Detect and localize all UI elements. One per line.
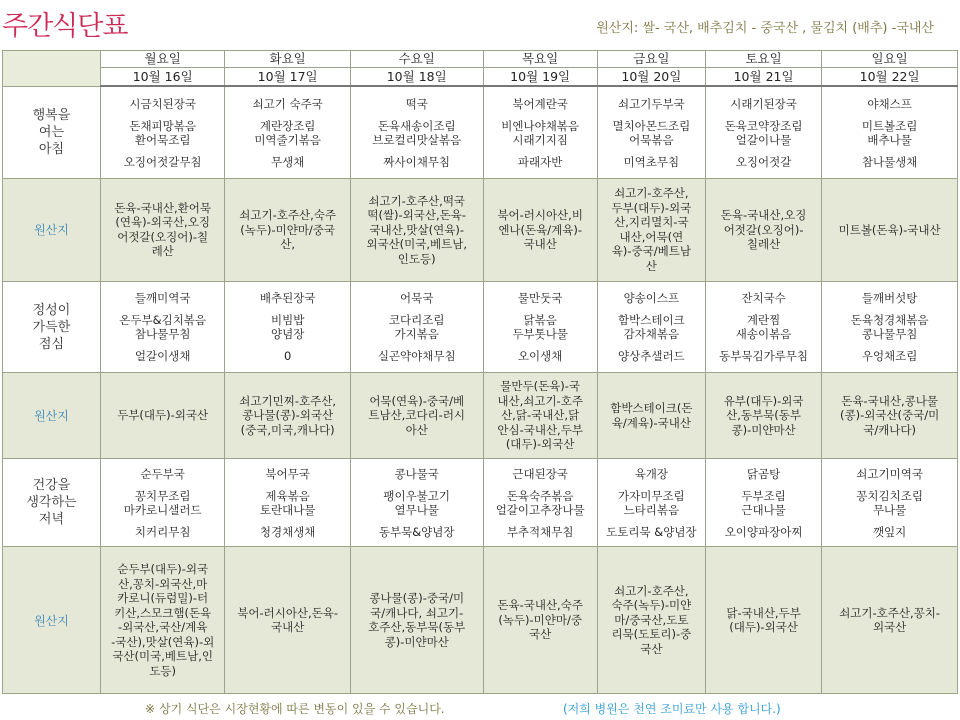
menu-cell xyxy=(822,458,958,547)
dish-item: 깻잎지 xyxy=(872,524,907,539)
origin-row xyxy=(3,547,958,694)
origin-label: 원산지 xyxy=(3,179,101,282)
menu-cell xyxy=(350,281,483,373)
meal-row xyxy=(3,86,958,179)
footer-note xyxy=(145,700,445,717)
dish-item: 배추나물 xyxy=(867,132,912,147)
date-header: 10월 20일 xyxy=(597,68,705,87)
day-header: 금요일 xyxy=(597,51,705,68)
dish-item: 쇠고기 숙주국 xyxy=(252,96,323,111)
dish-item: 미역줄기볶음 xyxy=(254,132,321,147)
menu-cell xyxy=(597,458,705,547)
day-header: 목요일 xyxy=(483,51,597,68)
dish-item: 파래자반 xyxy=(517,154,563,169)
origin-cell: 함박스테이크(돈 육/계육)-국내산 xyxy=(597,373,705,458)
dish-item: 느타리볶음 xyxy=(623,502,680,517)
dish-item: 돈육숙주볶음 xyxy=(506,488,574,503)
menu-cell xyxy=(100,281,224,373)
page-title: 주간식단표 xyxy=(2,11,128,42)
origin-cell: 쇠고기민찌-호주산, 콩나물(콩)-외국산 (중국,미국,캐나다) xyxy=(225,373,350,458)
menu-cell xyxy=(705,281,821,373)
origin-row xyxy=(3,373,958,458)
dish-item: 부추적채무침 xyxy=(506,524,574,539)
dish-item: 물만둣국 xyxy=(517,291,563,306)
dish-item: 잔치국수 xyxy=(741,291,786,306)
dish-item: 우엉채조림 xyxy=(861,349,918,364)
origin-cell: 북어-러시아산,비 엔나(돈육/계육)- 국내산 xyxy=(483,179,597,282)
dish-item: 돈육새송이조림 xyxy=(377,118,456,133)
dish-item: 들깨미역국 xyxy=(134,291,191,306)
dish-item: 쇠고기두부국 xyxy=(618,96,685,111)
dish-item: 돈채피망볶음 xyxy=(129,118,196,133)
dish-item: 0 xyxy=(283,349,292,364)
day-header: 월요일 xyxy=(100,51,224,68)
origin-cell: 순두부(대두)-외국 산,꽁치-외국산,마 카로니(듀럼밀)-터 키산,스모크햄(돈육 -외국산,국산/계육 -국산),맛살(연육)-외 국산(미국,베트남,인 도등) xyxy=(100,547,224,694)
dish-item: 멸치아몬드조림 xyxy=(612,118,691,133)
day-header: 토요일 xyxy=(705,51,821,68)
day-header: 수요일 xyxy=(350,51,483,68)
menu-cell xyxy=(350,86,483,179)
date-header: 10월 19일 xyxy=(483,68,597,87)
menu-cell xyxy=(822,86,958,179)
dish-item: 참나물무침 xyxy=(134,327,191,342)
dish-item: 어묵국 xyxy=(400,291,434,306)
origin-cell: 돈육-국내산,환어묵 (연육)-외국산,오징 어젓갈(오징어)-칠 레산 xyxy=(100,179,224,282)
menu-cell xyxy=(597,86,705,179)
dish-item: 새송이볶음 xyxy=(735,327,792,342)
dish-item: 토란대나물 xyxy=(259,502,316,517)
dish-item: 오징어젓갈무침 xyxy=(123,154,202,169)
day-header-row xyxy=(3,51,958,68)
menu-cell xyxy=(350,458,483,547)
dish-item: 떡국 xyxy=(405,96,428,111)
footer-note-seasoning: (저희 병원은 천연 조미료만 사용 합니다.) xyxy=(563,702,781,716)
dish-item: 비빔밥 xyxy=(270,313,305,328)
meal-label: 행복을 여는 아침 xyxy=(3,86,101,179)
dish-item: 얼갈이생채 xyxy=(134,349,191,364)
dish-item: 감자채볶음 xyxy=(623,327,680,342)
menu-cell xyxy=(705,458,821,547)
dish-item: 도토리묵 &양념장 xyxy=(606,524,697,539)
date-header: 10월 22일 xyxy=(822,68,958,87)
dish-item: 계란찜 xyxy=(746,313,781,328)
dish-item: 환어묵조림 xyxy=(134,132,191,147)
day-header: 일요일 xyxy=(822,51,958,68)
dish-item: 돈육코약장조림 xyxy=(724,118,803,133)
menu-cell xyxy=(100,86,224,179)
dish-item: 함박스테이크 xyxy=(618,313,685,328)
origin-label: 원산지 xyxy=(3,373,101,458)
origin-cell: 쇠고기-호주산,떡국 떡(쌀)-외국산,돈육- 국내산,맛살(연육)- 외국산(미국,베트남, 인도등) xyxy=(350,179,483,282)
dish-item: 들깨버섯탕 xyxy=(861,291,918,306)
dish-item: 닭곰탕 xyxy=(746,466,781,481)
dish-item: 콩나물국 xyxy=(394,466,439,481)
dish-item: 꽁치무조림 xyxy=(134,488,191,503)
origin-cell: 돈육-국내산,숙주 (녹두)-미얀마/중 국산 xyxy=(483,547,597,694)
dish-item: 마카로니샐러드 xyxy=(123,502,202,517)
date-header-row xyxy=(3,68,958,87)
dish-item: 짜사이채무침 xyxy=(383,154,451,169)
dish-item: 북어무국 xyxy=(265,466,310,481)
dish-item: 야채스프 xyxy=(867,96,912,111)
dish-item: 두부조림 xyxy=(741,488,786,503)
dish-item: 오이생채 xyxy=(517,349,563,364)
dish-item: 가지볶음 xyxy=(394,327,439,342)
dish-item: 참나물생채 xyxy=(861,154,918,169)
dish-item: 코다리조림 xyxy=(388,313,445,328)
dish-item: 동부묵&양념장 xyxy=(378,524,455,539)
corner-cell xyxy=(3,51,101,87)
dish-item: 동부묵김가루무침 xyxy=(719,349,809,364)
dish-item: 쇠고기미역국 xyxy=(856,466,923,481)
dish-item: 어묵볶음 xyxy=(629,132,674,147)
dish-item: 두부톳나물 xyxy=(512,327,568,342)
dish-item: 비엔나야채볶음 xyxy=(501,118,580,133)
meal-label: 정성이 가득한 점심 xyxy=(3,281,101,373)
date-header: 10월 21일 xyxy=(705,68,821,87)
origin-cell: 유부(대두)-외국 산,동부묵(동부 콩)-미얀마산 xyxy=(705,373,821,458)
dish-item: 양송이스프 xyxy=(623,291,680,306)
dish-item: 미역초무침 xyxy=(623,154,680,169)
origin-cell: 돈육-국내산,콩나물 (콩)-외국산(중국/미 국/캐나다) xyxy=(822,373,958,458)
origin-label: 원산지 xyxy=(3,547,101,694)
dish-item: 오징어젓갈 xyxy=(735,154,792,169)
menu-cell xyxy=(822,281,958,373)
origin-note: 원산지: 쌀- 국산, 배추김치 - 중국산 , 물김치 (배추) -국내산 xyxy=(596,21,934,36)
menu-cell xyxy=(225,281,350,373)
dish-item: 얼갈이고추장나물 xyxy=(495,502,585,517)
origin-cell: 북어-러시아산,돈육- 국내산 xyxy=(225,547,350,694)
note-mark: ※ xyxy=(145,702,156,716)
dish-item: 돈육청경채볶음 xyxy=(850,313,929,328)
dish-item: 양상추샐러드 xyxy=(618,349,685,364)
meal-label: 건강을 생각하는 저녁 xyxy=(3,458,101,547)
origin-cell: 물만두(돈육)-국 내산,쇠고기-호주 산,닭-국내산,닭 안심-국내산,두부 (대두)-외국산 xyxy=(483,373,597,458)
origin-cell: 미트볼(돈육)-국내산 xyxy=(822,179,958,282)
menu-cell xyxy=(225,458,350,547)
menu-cell xyxy=(597,281,705,373)
menu-cell xyxy=(483,458,597,547)
dish-item: 무나물 xyxy=(872,502,907,517)
origin-row xyxy=(3,179,958,282)
dish-item: 가자미무조림 xyxy=(618,488,685,503)
dish-item: 무생채 xyxy=(270,154,305,169)
dish-item: 미트볼조림 xyxy=(861,118,918,133)
day-header: 화요일 xyxy=(225,51,350,68)
dish-item: 치커리무침 xyxy=(134,524,191,539)
dish-item: 실곤약야채무침 xyxy=(377,349,456,364)
menu-cell xyxy=(100,458,224,547)
dish-item: 근대된장국 xyxy=(512,466,568,481)
dish-item: 시금치된장국 xyxy=(129,96,196,111)
dish-item: 꽁치김치조림 xyxy=(856,488,923,503)
dish-item: 북어계란국 xyxy=(512,96,568,111)
origin-cell: 쇠고기-호주산,숙주 (녹두)-미얀마/중국 산, xyxy=(225,179,350,282)
origin-cell: 어묵(연육)-중국/베 트남산,코다리-러시 아산 xyxy=(350,373,483,458)
dish-item: 브로컬리맛살볶음 xyxy=(372,132,462,147)
dish-item: 육개장 xyxy=(634,466,669,481)
dish-item: 콩나물무침 xyxy=(861,327,918,342)
dish-item: 시래기지짐 xyxy=(512,132,568,147)
dish-item: 계란장조림 xyxy=(259,118,316,133)
dish-item: 온두부&김치볶음 xyxy=(119,313,207,328)
dish-item: 배추된장국 xyxy=(259,291,316,306)
origin-cell: 두부(대두)-외국산 xyxy=(100,373,224,458)
dish-item: 순두부국 xyxy=(140,466,185,481)
weekly-menu-table xyxy=(2,50,958,694)
origin-cell: 쇠고기-호주산,꽁치- 외국산 xyxy=(822,547,958,694)
date-header: 10월 18일 xyxy=(350,68,483,87)
dish-item: 청경채생채 xyxy=(259,524,316,539)
date-header: 10월 17일 xyxy=(225,68,350,87)
menu-cell xyxy=(483,86,597,179)
meal-row xyxy=(3,458,958,547)
dish-item: 제육볶음 xyxy=(265,488,310,503)
origin-cell: 콩나물(콩)-중국/미 국/캐나다, 쇠고기- 호주산,동부묵(동부 콩)-미얀마산 xyxy=(350,547,483,694)
footer-note-text: 상기 식단은 시장현황에 따른 변동이 있을 수 있습니다. xyxy=(159,702,445,716)
menu-cell xyxy=(225,86,350,179)
dish-item: 팽이우불고기 xyxy=(383,488,451,503)
dish-item: 닭볶음 xyxy=(523,313,557,328)
origin-cell: 돈육-국내산,오징 어젓갈(오징어)- 칠레산 xyxy=(705,179,821,282)
origin-cell: 쇠고기-호주산, 숙주(녹두)-미얀 마/중국산,도토 리묵(도토리)-중 국산 xyxy=(597,547,705,694)
menu-cell xyxy=(483,281,597,373)
date-header: 10월 16일 xyxy=(100,68,224,87)
menu-cell xyxy=(705,86,821,179)
meal-row xyxy=(3,281,958,373)
dish-item: 시래기된장국 xyxy=(730,96,797,111)
dish-item: 양념장 xyxy=(270,327,305,342)
origin-cell: 쇠고기-호주산, 두부(대두)-외국 산,지리멸치-국 내산,어묵(연 육)-중국/베트남 산 xyxy=(597,179,705,282)
dish-item: 오이양파장아찌 xyxy=(724,524,803,539)
dish-item: 열무나물 xyxy=(394,502,439,517)
dish-item: 근대나물 xyxy=(741,502,786,517)
dish-item: 얼갈이나물 xyxy=(735,132,792,147)
origin-cell: 닭-국내산,두부 (대두)-외국산 xyxy=(705,547,821,694)
